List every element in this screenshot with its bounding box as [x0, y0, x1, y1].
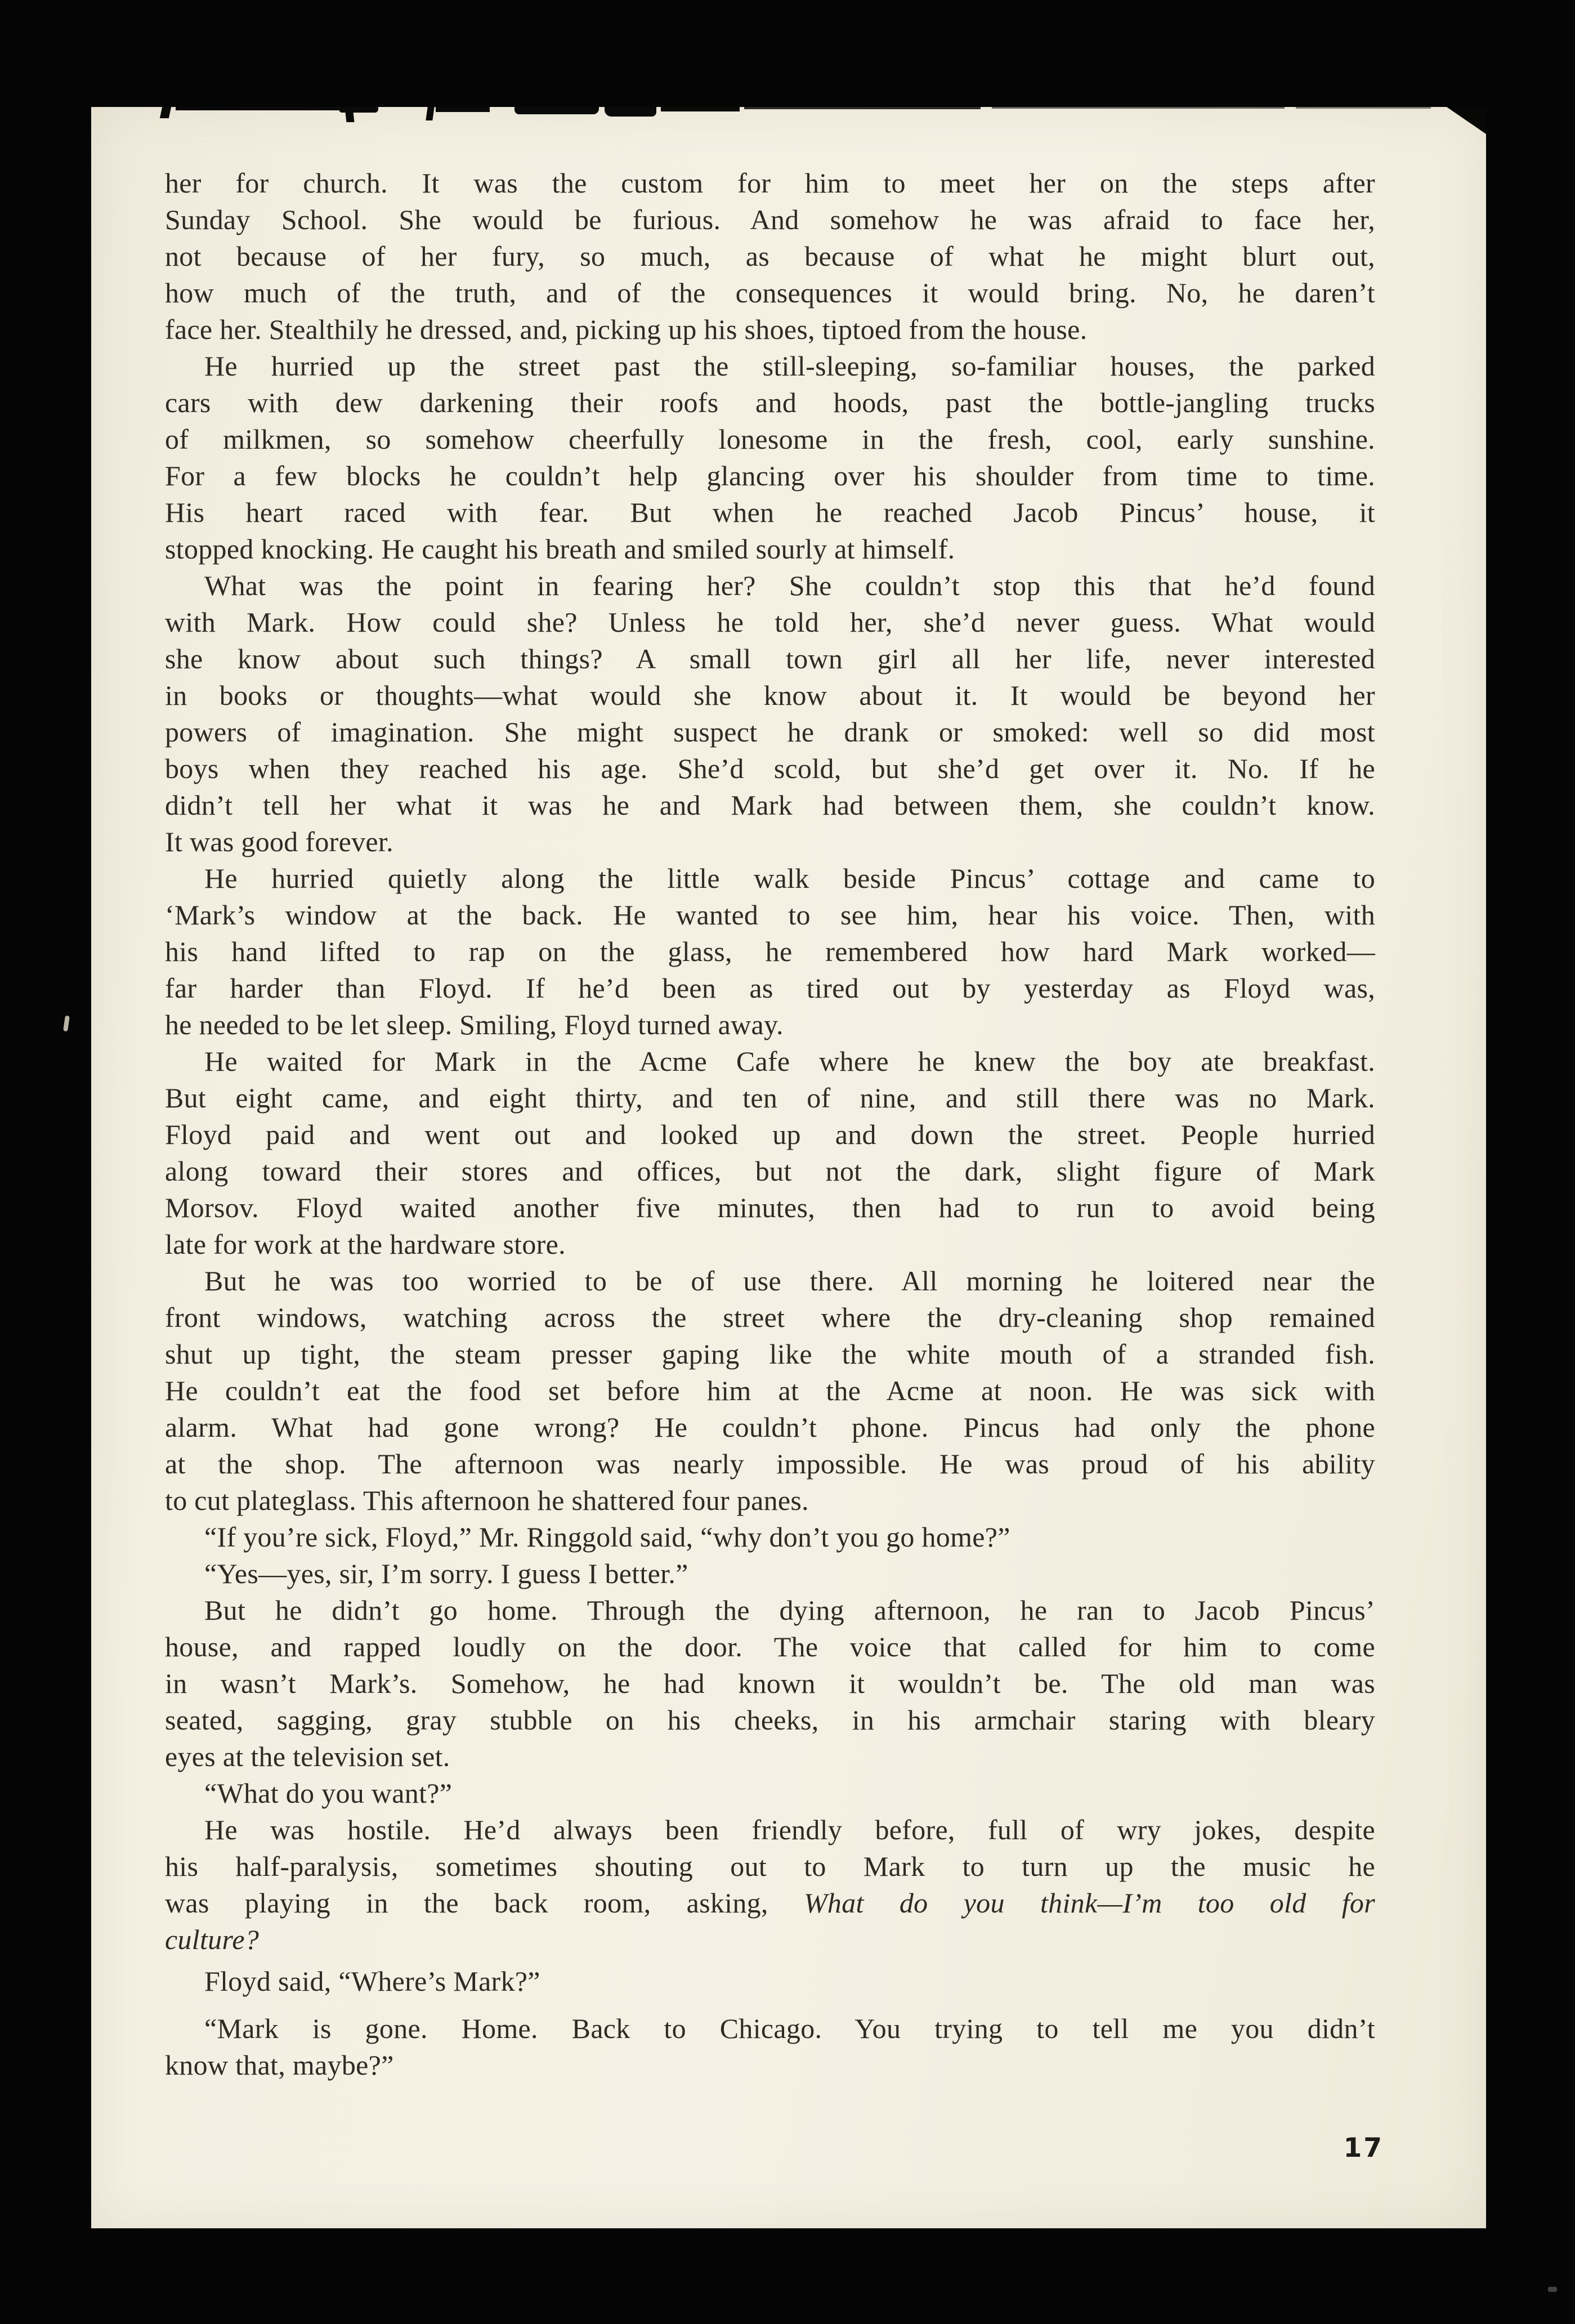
text-line [165, 1263, 1375, 1299]
text-run: “Mark is gone. Home. Back to Chicago. You trying to tell me you didn’t [204, 2013, 1375, 2044]
text-run: he needed to be let sleep. Smiling, Floyd turned away. [165, 1009, 784, 1040]
text-run: He waited for Mark in the Acme Cafe where he knew the boy ate breakfast. [204, 1045, 1375, 1077]
text-line [165, 1885, 1375, 1921]
scan-dust-speck [63, 1016, 70, 1032]
edge-fragment [345, 107, 355, 122]
text-line [165, 1226, 1375, 1263]
text-block [165, 165, 1375, 2084]
text-run: Morsov. Floyd waited another five minutes, then had to run to avoid being [165, 1192, 1375, 1223]
text-line [165, 1373, 1375, 1409]
text-run: He hurried quietly along the little walk beside Pincus’ cottage and came to [204, 862, 1375, 894]
text-line [165, 897, 1375, 933]
text-line [165, 933, 1375, 970]
text-line [165, 1848, 1375, 1885]
text-line [165, 1775, 1375, 1812]
edge-fragment [426, 107, 434, 120]
text-run: cars with dew darkening their roofs and hoods, past the bottle-jangling trucks [165, 387, 1375, 418]
text-line [165, 677, 1375, 714]
text-line [165, 2010, 1375, 2047]
italic-text-run: culture? [165, 1924, 259, 1955]
text-run: Sunday School. She would be furious. And somehow he was afraid to face her, [165, 204, 1375, 235]
text-run: with Mark. How could she? Unless he told her, she’d never guess. What would [165, 606, 1375, 638]
text-line [165, 1963, 1375, 2000]
text-line [165, 1007, 1375, 1043]
book-page [91, 107, 1486, 2228]
text-line [165, 1409, 1375, 1446]
text-line [165, 824, 1375, 860]
text-run: He hurried up the street past the still-sleeping, so-familiar houses, the parked [204, 350, 1375, 382]
edge-fragment [605, 107, 656, 117]
text-run: at the shop. The afternoon was nearly impossible. He was proud of his ability [165, 1448, 1375, 1480]
paragraph-13 [165, 2010, 1375, 2084]
text-line [165, 1921, 1375, 1958]
torn-page-edge-artifact [91, 107, 1486, 124]
text-run: in wasn’t Mark’s. Somehow, he had known it wouldn’t be. The old man was [165, 1668, 1375, 1699]
text-run: Floyd said, “Where’s Mark?” [204, 1965, 540, 1997]
text-run: not because of her fury, so much, as because of what he might blurt out, [165, 240, 1375, 272]
text-run: Floyd paid and went out and looked up and down the street. People hurried [165, 1119, 1375, 1150]
text-run: stopped knocking. He caught his breath and smiled sourly at himself. [165, 533, 955, 565]
text-run: For a few blocks he couldn’t help glancing over his shoulder from time to time. [165, 460, 1375, 491]
text-line [165, 2047, 1375, 2084]
paragraph-7 [165, 1519, 1375, 1556]
edge-fragment [436, 107, 490, 112]
paragraph-11 [165, 1812, 1375, 1958]
paragraph-12 [165, 1963, 1375, 2000]
text-run: It was good forever. [165, 826, 393, 857]
text-line [165, 311, 1375, 348]
text-run: in books or thoughts—what would she know about it. It would be beyond her [165, 680, 1375, 711]
text-run: He couldn’t eat the food set before him at the Acme at noon. He was sick with [165, 1375, 1375, 1406]
text-line [165, 1629, 1375, 1665]
text-run: late for work at the hardware store. [165, 1228, 566, 1260]
text-line [165, 531, 1375, 567]
paragraph-9 [165, 1592, 1375, 1775]
paragraph-10 [165, 1775, 1375, 1812]
text-line [165, 1043, 1375, 1080]
text-line [165, 385, 1375, 421]
text-line [165, 1665, 1375, 1702]
text-run: front windows, watching across the street where the dry-cleaning shop remained [165, 1302, 1375, 1333]
edge-fragment [744, 107, 981, 109]
text-line [165, 1592, 1375, 1629]
text-run: was playing in the back room, asking, [165, 1887, 804, 1919]
text-line [165, 421, 1375, 458]
text-line [165, 1482, 1375, 1519]
text-run: alarm. What had gone wrong? He couldn’t phone. Pincus had only the phone [165, 1411, 1375, 1443]
text-run: He was hostile. He’d always been friendly before, full of wry jokes, despite [204, 1814, 1375, 1845]
text-run: how much of the truth, and of the consequences it would bring. No, he daren’t [165, 277, 1375, 309]
text-line [165, 348, 1375, 385]
text-line [165, 1519, 1375, 1556]
paragraph-4 [165, 860, 1375, 1043]
text-run: ‘Mark’s window at the back. He wanted to see him, hear his voice. Then, with [165, 899, 1375, 931]
text-line [165, 1190, 1375, 1226]
text-line [165, 275, 1375, 311]
text-run: “What do you want?” [204, 1777, 453, 1809]
text-run: face her. Stealthily he dressed, and, picking up his shoes, tiptoed from the house. [165, 314, 1088, 345]
text-line [165, 1812, 1375, 1848]
text-line [165, 458, 1375, 494]
text-run: “Yes—yes, sir, I’m sorry. I guess I better.” [204, 1558, 688, 1589]
text-run: But he was too worried to be of use there. All morning he loitered near the [204, 1265, 1375, 1297]
text-run: of milkmen, so somehow cheerfully lonesome in the fresh, cool, early sunshine. [165, 423, 1375, 455]
text-run: His heart raced with fear. But when he reached Jacob Pincus’ house, it [165, 497, 1375, 528]
edge-fragment [176, 107, 339, 110]
text-run: didn’t tell her what it was he and Mark had between them, she couldn’t know. [165, 789, 1375, 821]
text-line [165, 1702, 1375, 1738]
text-line [165, 604, 1375, 641]
paragraph-5 [165, 1043, 1375, 1263]
text-line [165, 1738, 1375, 1775]
text-run: “If you’re sick, Floyd,” Mr. Ringgold said, “why don’t you go home?” [204, 1521, 1010, 1553]
text-line [165, 238, 1375, 275]
text-line [165, 165, 1375, 202]
text-run: far harder than Floyd. If he’d been as tired out by yesterday as Floyd was, [165, 972, 1375, 1004]
page-number: 17 [1343, 2133, 1384, 2164]
italic-text-run: What do you think—I’m too old for [803, 1887, 1375, 1919]
text-line [165, 1336, 1375, 1373]
paragraph-1 [165, 165, 1375, 348]
paragraph-3 [165, 567, 1375, 860]
text-run: eyes at the television set. [165, 1741, 450, 1772]
paragraph-6 [165, 1263, 1375, 1519]
text-line [165, 1153, 1375, 1190]
text-line [165, 1446, 1375, 1482]
text-line [165, 970, 1375, 1007]
text-line [165, 750, 1375, 787]
text-run: along toward their stores and offices, but not the dark, slight figure of Mark [165, 1155, 1375, 1187]
text-line [165, 860, 1375, 897]
text-run: But he didn’t go home. Through the dying afternoon, he ran to Jacob Pincus’ [204, 1594, 1375, 1626]
text-run: But eight came, and eight thirty, and ten of nine, and still there was no Mark. [165, 1082, 1375, 1114]
text-line [165, 494, 1375, 531]
text-run: to cut plateglass. This afternoon he shattered four panes. [165, 1485, 809, 1516]
text-run: powers of imagination. She might suspect he drank or smoked: well so did most [165, 716, 1375, 748]
text-run: What was the point in fearing her? She couldn’t stop this that he’d found [204, 570, 1375, 601]
text-line [165, 1556, 1375, 1592]
edge-fragment [661, 107, 740, 111]
edge-fragment [1296, 107, 1431, 109]
text-run: boys when they reached his age. She’d scold, but she’d get over it. No. If he [165, 753, 1375, 784]
text-line [165, 787, 1375, 824]
text-line [165, 641, 1375, 677]
text-line [165, 1080, 1375, 1116]
text-line [165, 714, 1375, 750]
paragraph-2 [165, 348, 1375, 567]
text-run: know that, maybe?” [165, 2049, 394, 2081]
text-line [165, 567, 1375, 604]
paragraph-8 [165, 1556, 1375, 1592]
text-run: house, and rapped loudly on the door. The voice that called for him to come [165, 1631, 1375, 1662]
text-run: her for church. It was the custom for him to meet her on the steps after [165, 167, 1375, 199]
text-line [165, 1116, 1375, 1153]
text-line [165, 1299, 1375, 1336]
scan-dust-speck [1548, 2287, 1557, 2292]
text-run: she know about such things? A small town girl all her life, never interested [165, 643, 1375, 674]
edge-fragment [160, 107, 171, 118]
edge-fragment [514, 107, 599, 114]
text-run: seated, sagging, gray stubble on his cheeks, in his armchair staring with bleary [165, 1704, 1375, 1736]
text-run: shut up tight, the steam presser gaping like the white mouth of a stranded fish. [165, 1338, 1375, 1370]
edge-fragment [992, 107, 1285, 109]
text-run: his half-paralysis, sometimes shouting out to Mark to turn up the music he [165, 1851, 1375, 1882]
text-line [165, 202, 1375, 238]
text-run: his hand lifted to rap on the glass, he remembered how hard Mark worked— [165, 936, 1375, 967]
